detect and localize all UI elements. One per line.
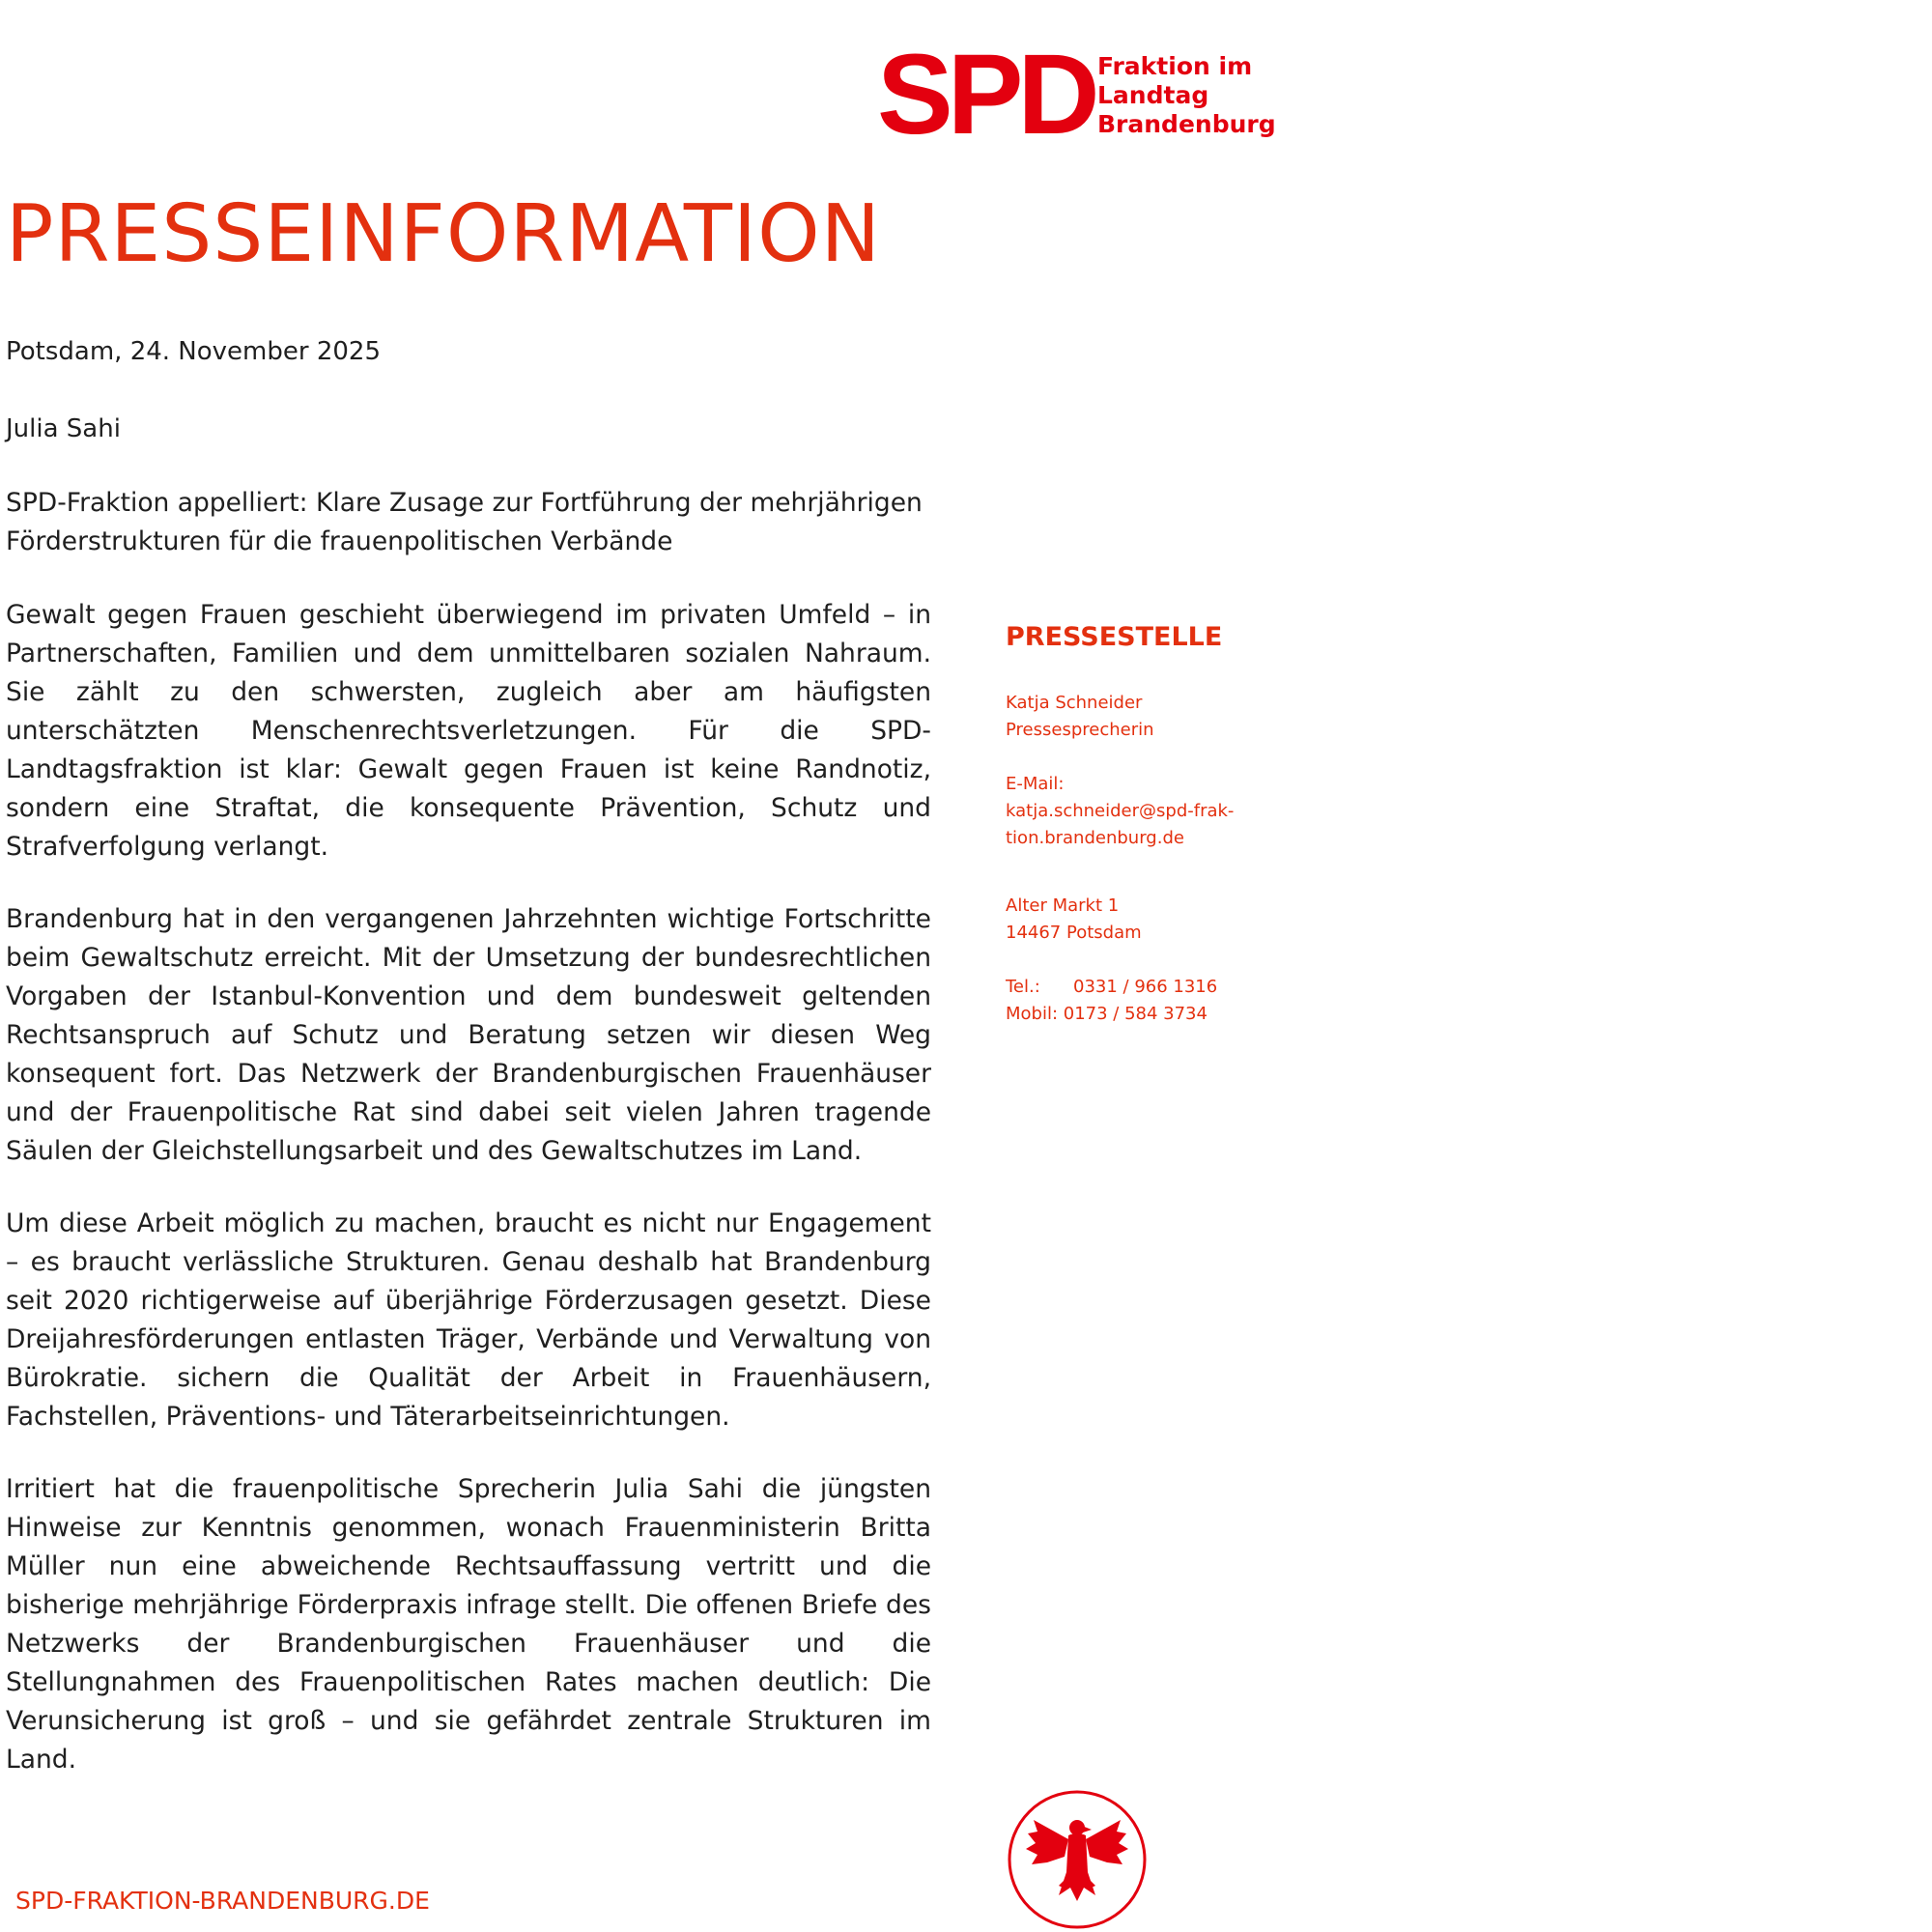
email-address-line-1[interactable]: katja.schneider@spd-frak-: [1006, 801, 1235, 821]
press-subtitle: SPD-Fraktion appelliert: Klare Zusage zur Fortführung der mehrjährigen Förderstrukturen für die frauenpolitischen Verbände: [6, 488, 923, 556]
logo-subtitle-line-1: Fraktion im: [1097, 52, 1253, 80]
logo-subtitle-line-2: Landtag: [1097, 81, 1209, 109]
phone-line: [1006, 974, 1257, 1001]
phone-label: Tel.:: [1006, 977, 1040, 997]
contact-email: [1006, 771, 1257, 852]
press-body: [6, 484, 931, 1813]
contact-phones: [1006, 974, 1257, 1028]
contact-person: [1006, 690, 1257, 744]
contact-role: Pressesprecherin: [1006, 720, 1154, 740]
body-paragraph-2: Brandenburg hat in den vergangenen Jahrzehnten wichtige Fortschritte beim Gewaltschutz erreicht. Mit der Umsetzung der bundesrechtlichen Vorgaben der Istanbul-Konvention und dem bundesweit geltenden Rechtsanspruch auf Schutz und Beratung setzen wir diesen Weg konsequent fort. Das Netzwerk der Brandenburgischen Frauenhäuser und der Frauenpolitische Rat sind dabei seit vielen Jahren tragende Säulen der Gleichstellungsarbeit und des Gewaltschutzes im Land.: [6, 904, 931, 1166]
contact-address: [1006, 893, 1257, 947]
spd-logo: [877, 31, 1283, 158]
brandenburg-eagle-icon: [1005, 1787, 1150, 1932]
body-paragraph-3: Um diese Arbeit möglich zu machen, braucht es nicht nur Engagement – es braucht verlässliche Strukturen. Genau deshalb hat Brandenburg seit 2020 richtigerweise auf überjährige Förderzusagen gesetzt. Diese Dreijahresförderungen entlasten Träger, Verbände und Verwaltung von Bürokratie. sichern die Qualität der Arbeit in Frauenhäusern, Fachstellen, Präventions- und Täterarbeitseinrichtungen.: [6, 1208, 931, 1432]
logo-subtitle: [1097, 52, 1276, 139]
press-date: Potsdam, 24. November 2025: [6, 337, 381, 366]
press-author: Julia Sahi: [6, 414, 121, 443]
mobile-line: Mobil: 0173 / 584 3734: [1006, 1004, 1208, 1024]
phone-number: 0331 / 966 1316: [1073, 977, 1218, 997]
page-title: PRESSEINFORMATION: [6, 188, 881, 280]
email-address-line-2[interactable]: tion.brandenburg.de: [1006, 828, 1184, 848]
press-office-sidebar: [1006, 618, 1257, 1055]
body-paragraph-4: Irritiert hat die frauenpolitische Sprecherin Julia Sahi die jüngsten Hinweise zur Kenntnis genommen, wonach Frauenministerin Britta Müller nun eine abweichende Rechtsauffassung vertritt und die bisherige mehrjährige Förderpraxis infrage stellt. Die offenen Briefe des Netzwerks der Brandenburgischen Frauenhäuser und die Stellungnahmen des Frauenpolitischen Rates machen deutlich: Die Verunsicherung ist groß – und sie gefährdet zentrale Strukturen im Land.: [6, 1474, 931, 1775]
address-street: Alter Markt 1: [1006, 895, 1120, 916]
body-paragraph-1: Gewalt gegen Frauen geschieht überwiegend im privaten Umfeld – in Partnerschaften, Familien und dem unmittelbaren sozialen Nahraum. Sie zählt zu den schwersten, zugleich aber am häufigsten unterschätzten Menschenrechtsverletzungen. Für die SPD-Landtagsfraktion ist klar: Gewalt gegen Frauen ist keine Randnotiz, sondern eine Straftat, die konsequente Prävention, Schutz und Strafverfolgung verlangt.: [6, 600, 931, 862]
address-city: 14467 Potsdam: [1006, 923, 1142, 943]
press-office-heading: PRESSESTELLE: [1006, 622, 1223, 652]
email-label: E-Mail:: [1006, 774, 1065, 794]
logo-subtitle-line-3: Brandenburg: [1097, 110, 1276, 138]
contact-name: Katja Schneider: [1006, 693, 1143, 713]
footer-website-link[interactable]: SPD-FRAKTION-BRANDENBURG.DE: [15, 1887, 430, 1915]
logo-brand: SPD: [877, 31, 1094, 158]
